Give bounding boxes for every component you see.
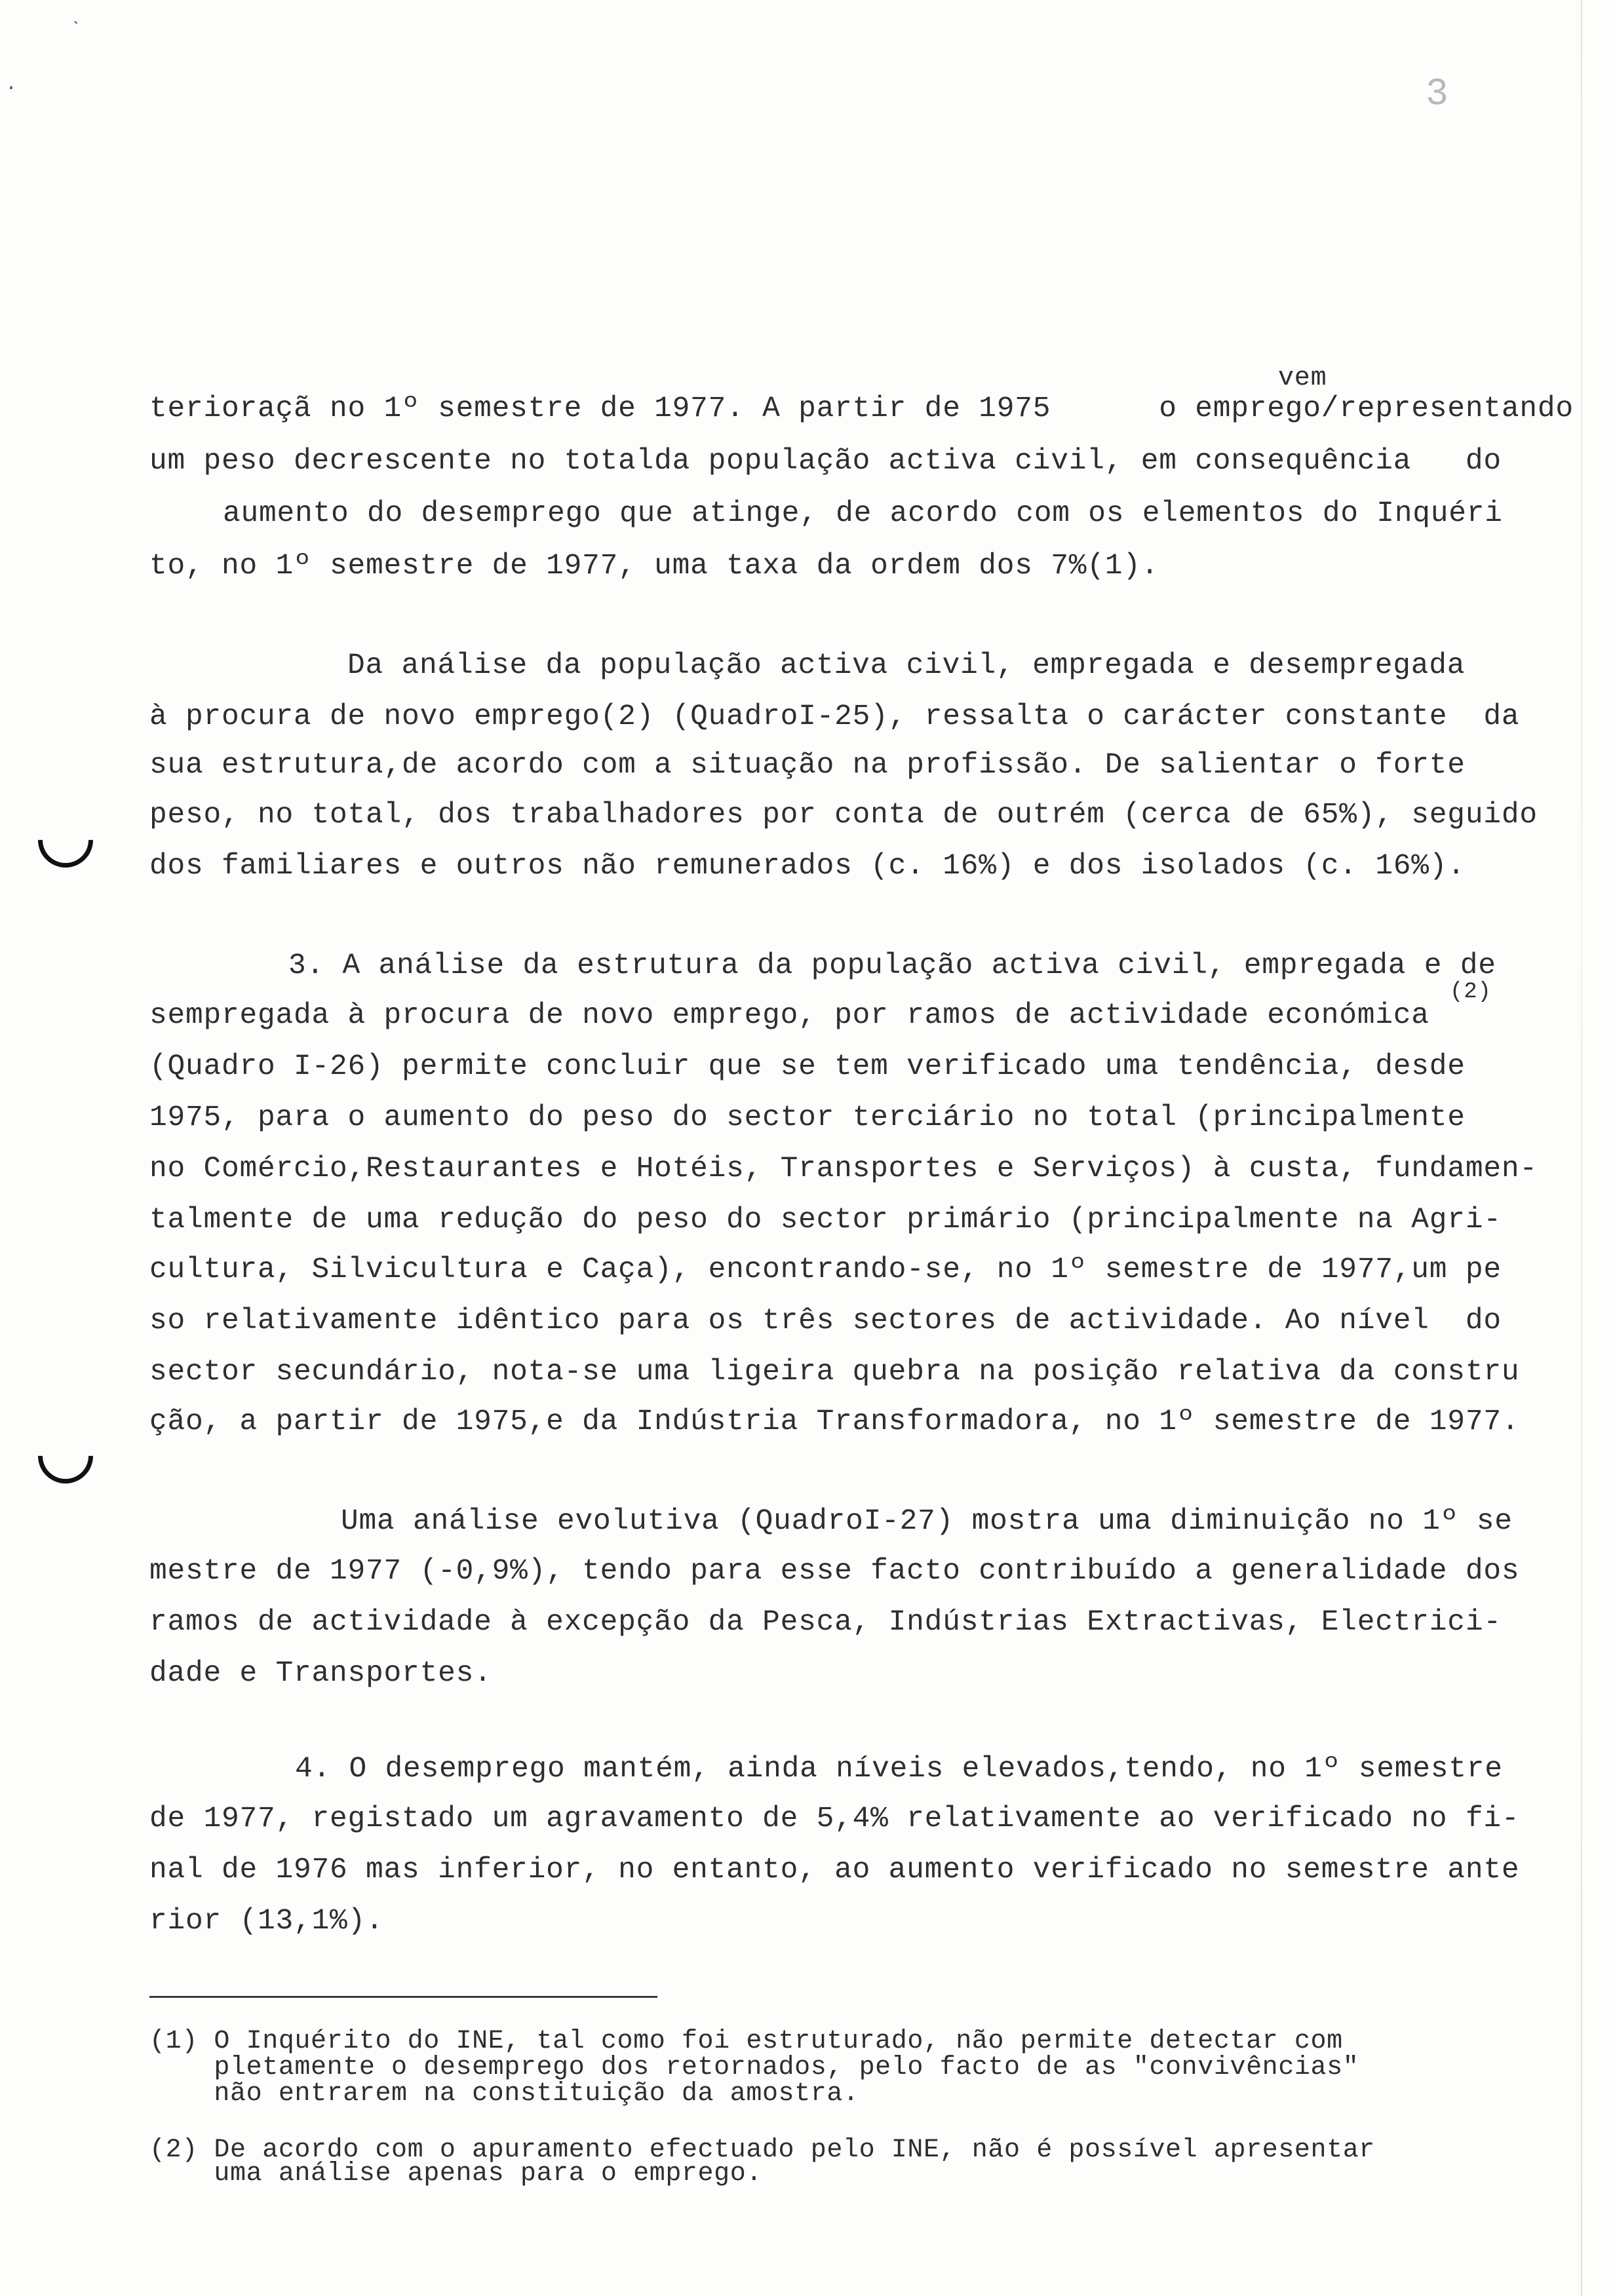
text-line: so relativamente idêntico para os três sectores de actividade. Ao nível do: [149, 1305, 1502, 1337]
page-edge-shadow: [1581, 0, 1582, 2296]
page-number: 3: [1426, 73, 1449, 116]
binder-hole-mark: [27, 1417, 105, 1495]
stray-mark-top: ˋ: [71, 20, 83, 42]
text-line: sempregada à procura de novo emprego, por ramos de actividade económica: [149, 999, 1430, 1032]
text-line: dos familiares e outros não remunerados (c. 16%) e dos isolados (c. 16%).: [149, 850, 1466, 883]
text-line: nal de 1976 mas inferior, no entanto, ao aumento verificado no semestre ante: [149, 1854, 1520, 1886]
text-line: no Comércio,Restaurantes e Hotéis, Transportes e Serviços) à custa, fundamen-: [149, 1153, 1538, 1185]
text-line: (Quadro I-26) permite concluir que se tem verificado uma tendência, desde: [149, 1050, 1466, 1083]
text-line: to, no 1º semestre de 1977, uma taxa da ordem dos 7%(1).: [149, 550, 1159, 583]
insertion-above: vem: [1278, 364, 1327, 393]
text-line: dade e Transportes.: [149, 1657, 492, 1690]
text-line: ramos de actividade à excepção da Pesca, Indústrias Extractivas, Electrici-: [149, 1606, 1502, 1639]
text-line: aumento do desemprego que atinge, de acordo com os elementos do Inquéri: [223, 497, 1503, 530]
footnote-line: (2) De acordo com o apuramento efectuado pelo INE, não é possível apresentar: [149, 2135, 1375, 2165]
text-line: 4. O desemprego mantém, ainda níveis elevados,tendo, no 1º semestre: [295, 1753, 1503, 1786]
text-line: de 1977, registado um agravamento de 5,4% relativamente ao verificado no fi-: [149, 1803, 1520, 1835]
text-line: talmente de uma redução do peso do sector primário (principalmente na Agri-: [149, 1204, 1502, 1236]
text-line: sua estrutura,de acordo com a situação na profissão. De salientar o forte: [149, 749, 1466, 782]
text-line: terioraçã no 1º semestre de 1977. A partir de 1975 o emprego/representando: [149, 392, 1574, 425]
text-line: 3. A análise da estrutura da população activa civil, empregada e de: [288, 949, 1496, 982]
text-line: à procura de novo emprego(2) (QuadroI-25), ressalta o carácter constante da: [149, 700, 1520, 733]
text-line: rior (13,1%).: [149, 1905, 384, 1938]
stray-mark-left: ·: [5, 77, 18, 100]
binder-hole-mark: [27, 801, 105, 879]
text-line: cultura, Silvicultura e Caça), encontrando-se, no 1º semestre de 1977,um pe: [149, 1253, 1502, 1286]
footnote-line: pletamente o desemprego dos retornados, pelo facto de as "convivências": [149, 2053, 1359, 2082]
text-line: ção, a partir de 1975,e da Indústria Transformadora, no 1º semestre de 1977.: [149, 1406, 1520, 1438]
text-line: sector secundário, nota-se uma ligeira quebra na posição relativa da constru: [149, 1356, 1520, 1388]
footnote-rule: [149, 1996, 657, 1998]
footnote-line: uma análise apenas para o emprego.: [149, 2159, 762, 2189]
text-line: peso, no total, dos trabalhadores por conta de outrém (cerca de 65%), seguido: [149, 799, 1538, 832]
text-line: mestre de 1977 (-0,9%), tendo para esse facto contribuído a generalidade dos: [149, 1555, 1520, 1588]
margin-note: (2): [1450, 980, 1492, 1004]
footnote-line: (1) O Inquérito do INE, tal como foi estruturado, não permite detectar com: [149, 2027, 1343, 2056]
text-line: Uma análise evolutiva (QuadroI-27) mostra uma diminuição no 1º se: [341, 1505, 1513, 1538]
footnote-line: não entrarem na constituição da amostra.: [149, 2079, 859, 2109]
text-line: 1975, para o aumento do peso do sector terciário no total (principalmente: [149, 1101, 1466, 1134]
text-line: um peso decrescente no totalda população activa civil, em consequência do: [149, 445, 1502, 478]
text-line: Da análise da população activa civil, empregada e desempregada: [347, 649, 1466, 682]
